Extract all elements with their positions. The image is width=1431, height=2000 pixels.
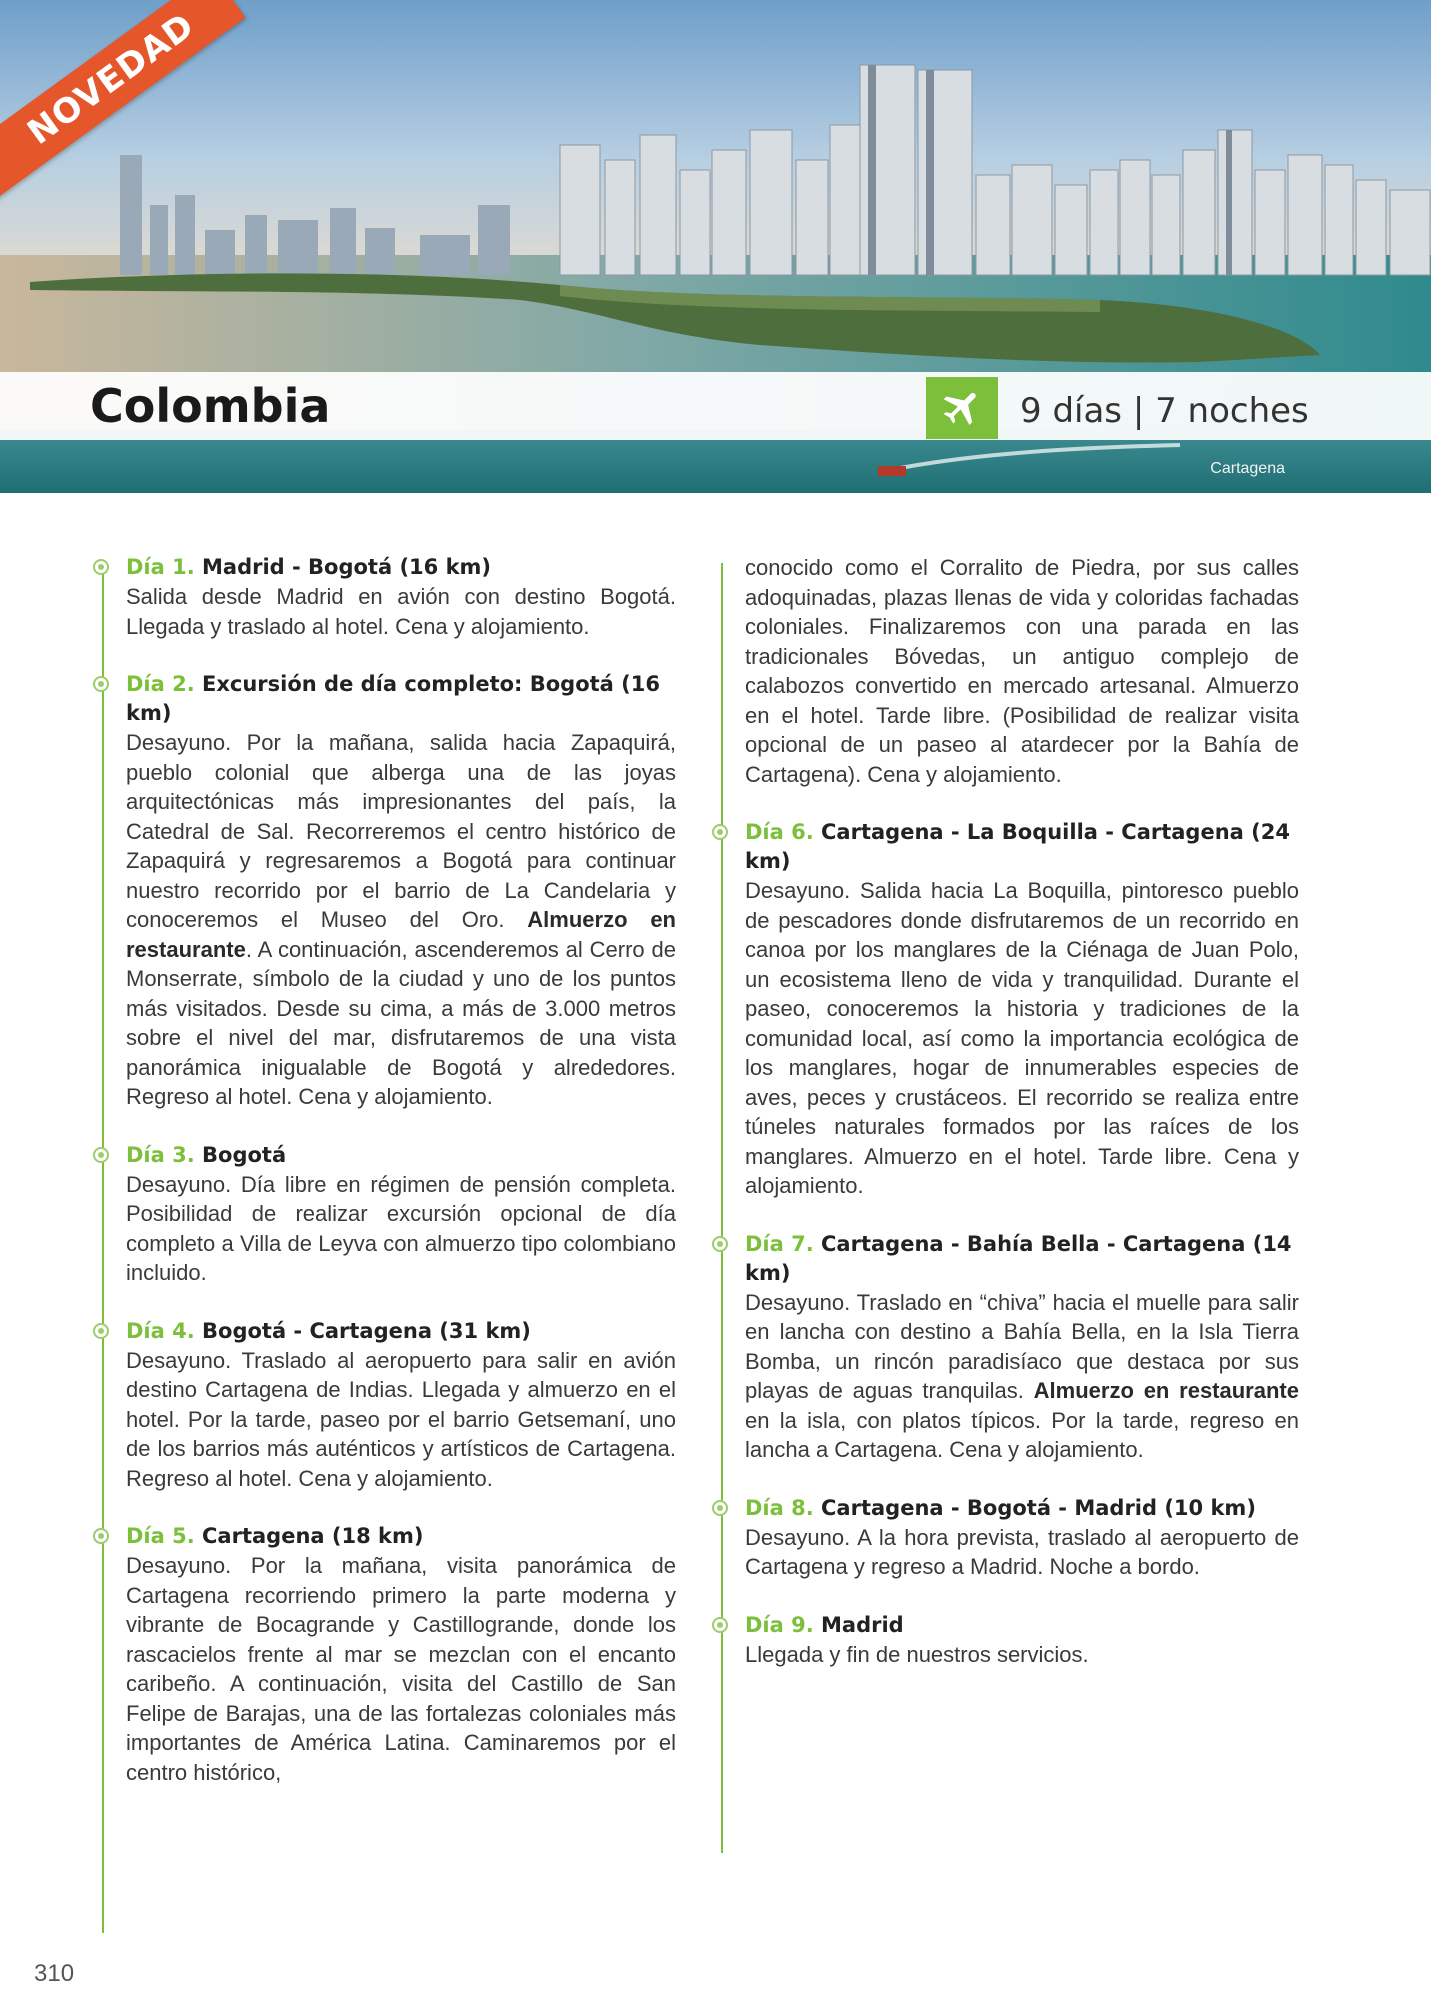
timeline-bullet-icon	[712, 1500, 728, 1516]
day-title: Madrid - Bogotá (16 km)	[202, 555, 492, 579]
description-part: Desayuno. Traslado en “chiva” hacia el muelle para salir en lancha con destino a Bahía Bella, en la Isla Tierra Bomba, un rincón paradisíaco que destaca por sus playas de aguas tranquilas.	[745, 1289, 1299, 1403]
day-description: Desayuno. Día libre en régimen de pensión completa. Posibilidad de realizar excursión opcional de día completo a Villa de Leyva con almuerzo tipo colombiano incluido.	[126, 1171, 676, 1285]
timeline-bullet-icon	[712, 1236, 728, 1252]
day-heading	[745, 1611, 1299, 1640]
day-title: Cartagena - La Boquilla - Cartagena (24 km)	[745, 820, 1290, 873]
itinerary-day	[96, 553, 676, 641]
description-part: en la isla, con platos típicos. Por la tarde, regreso en lancha a Cartagena. Cena y alojamiento.	[745, 1407, 1299, 1462]
day-description: Salida desde Madrid en avión con destino Bogotá. Llegada y traslado al hotel. Cena y alojamiento.	[126, 584, 676, 639]
day-heading	[745, 818, 1299, 876]
description-part: . A continuación, ascenderemos al Cerro de Monserrate, símbolo de la ciudad y uno de los puntos más visitados. Desde su cima, a más de 3.000 metros sobre el nivel del mar, disfrutaremos de una vista panorámica inigualable de Bogotá y alrededores. Regreso al hotel. Cena y alojamiento.	[126, 936, 676, 1109]
day-number: Día 8.	[745, 1495, 814, 1520]
day-heading	[745, 1494, 1299, 1523]
day-heading	[126, 1141, 676, 1170]
description-highlight: Almuerzo en restaurante	[126, 907, 676, 962]
day-number: Día 7.	[745, 1231, 814, 1256]
day-heading	[126, 670, 676, 728]
itinerary-day	[715, 818, 1299, 1201]
timeline-bullet-icon	[93, 559, 109, 575]
day-5-continuation: conocido como el Corralito de Piedra, por sus calles adoquinadas, plazas llenas de vida y coloridas fachadas coloniales. Finalizaremos con una parada en las tradicionales Bóvedas, un antiguo complejo de calabozos convertido en mercado artesanal. Almuerzo en el hotel. Tarde libre. (Posibilidad de realizar visita opcional de un paseo al atardecer por la Bahía de Cartagena). Cena y alojamiento.	[745, 555, 1299, 787]
day-title: Madrid	[821, 1612, 904, 1637]
day-number: Día 9.	[745, 1612, 814, 1637]
badge-label: NOVEDAD	[20, 5, 203, 153]
day-description	[745, 1288, 1299, 1465]
timeline-bullet-icon	[93, 1323, 109, 1339]
itinerary-day	[96, 1141, 676, 1288]
day-number: Día 6.	[745, 820, 814, 844]
description-highlight: Almuerzo en restaurante	[1033, 1378, 1299, 1403]
day-title: Cartagena (18 km)	[202, 1524, 424, 1548]
description-part: Desayuno. Por la mañana, salida hacia Zapaquirá, pueblo colonial que alberga una de las joyas arquitectónicas más impresionantes del país, la Catedral de Sal. Recorreremos el centro histórico de Zapaquirá y regresaremos a Bogotá para continuar nuestro recorrido por el barrio de La Candelaria y conoceremos el Museo del Oro.	[126, 730, 676, 932]
trip-duration: 9 días | 7 noches	[1020, 391, 1309, 431]
timeline-bullet-icon	[712, 1617, 728, 1633]
day-description: Desayuno. Por la mañana, visita panorámica de Cartagena recorriendo primero la parte moderna y vibrante de Bocagrande y Castillogrande, donde los rascacielos frente al mar se mezclan con el encanto caribeño. A continuación, visita del Castillo de San Felipe de Barajas, una de las fortalezas coloniales más importantes de América Latina. Caminaremos por el centro histórico,	[126, 1553, 676, 1785]
itinerary-column-left	[96, 553, 676, 1933]
day-number: Día 2.	[126, 672, 195, 696]
timeline-bullet-icon	[93, 1528, 109, 1544]
itinerary-day	[715, 1494, 1299, 1582]
day-title: Bogotá	[202, 1142, 287, 1167]
day-number: Día 3.	[126, 1142, 195, 1167]
day-description	[126, 728, 676, 1112]
day-title: Bogotá - Cartagena (31 km)	[202, 1318, 531, 1343]
itinerary-day	[715, 1230, 1299, 1465]
day-number: Día 1.	[126, 555, 195, 579]
airplane-glyph-icon	[939, 385, 985, 431]
timeline-bullet-icon	[93, 676, 109, 692]
day-title: Cartagena - Bogotá - Madrid (10 km)	[821, 1495, 1256, 1520]
page-number: 310	[34, 1960, 75, 1987]
itinerary-column-right	[715, 553, 1299, 1853]
day-heading	[745, 1230, 1299, 1288]
itinerary-day	[96, 1522, 676, 1787]
timeline-bullet-icon	[712, 824, 728, 840]
airplane-icon	[926, 377, 998, 439]
day-title: Excursión de día completo: Bogotá (16 km)	[126, 672, 660, 725]
day-heading	[126, 1522, 676, 1551]
timeline-bullet-icon	[93, 1147, 109, 1163]
itinerary-day	[715, 1611, 1299, 1670]
page-title: Colombia	[90, 379, 331, 433]
day-description: Desayuno. Traslado al aeropuerto para salir en avión destino Cartagena de Indias. Llegada y almuerzo en el hotel. Por la tarde, paseo por el barrio Getsemaní, uno de los barrios más auténticos y artísticos de Cartagena. Regreso al hotel. Cena y alojamiento.	[126, 1347, 676, 1491]
day-heading	[126, 1317, 676, 1346]
day-description: Llegada y fin de nuestros servicios.	[745, 1641, 1089, 1667]
day-number: Día 5.	[126, 1524, 195, 1548]
day-description: Desayuno. A la hora prevista, traslado al aeropuerto de Cartagena y regreso a Madrid. Noche a bordo.	[745, 1524, 1299, 1579]
day-title: Cartagena - Bahía Bella - Cartagena (14 km)	[745, 1231, 1292, 1285]
day-number: Día 4.	[126, 1318, 195, 1343]
day-heading	[126, 553, 676, 582]
photo-caption: Cartagena	[1210, 460, 1285, 477]
itinerary-day	[96, 670, 676, 1112]
day-description: Desayuno. Salida hacia La Boquilla, pintoresco pueblo de pescadores donde disfrutaremos de un recorrido en canoa por los manglares de la Ciénaga de Juan Polo, un ecosistema lleno de vida y tranquilidad. Durante el paseo, conoceremos la historia y tradiciones de la comunidad local, así como la importancia ecológica de los manglares, hogar de innumerables especies de aves, peces y crustáceos. El recorrido se realiza entre túneles naturales formados por las raíces de los manglares. Almuerzo en el hotel. Tarde libre. Cena y alojamiento.	[745, 878, 1299, 1198]
itinerary-day	[96, 1317, 676, 1494]
